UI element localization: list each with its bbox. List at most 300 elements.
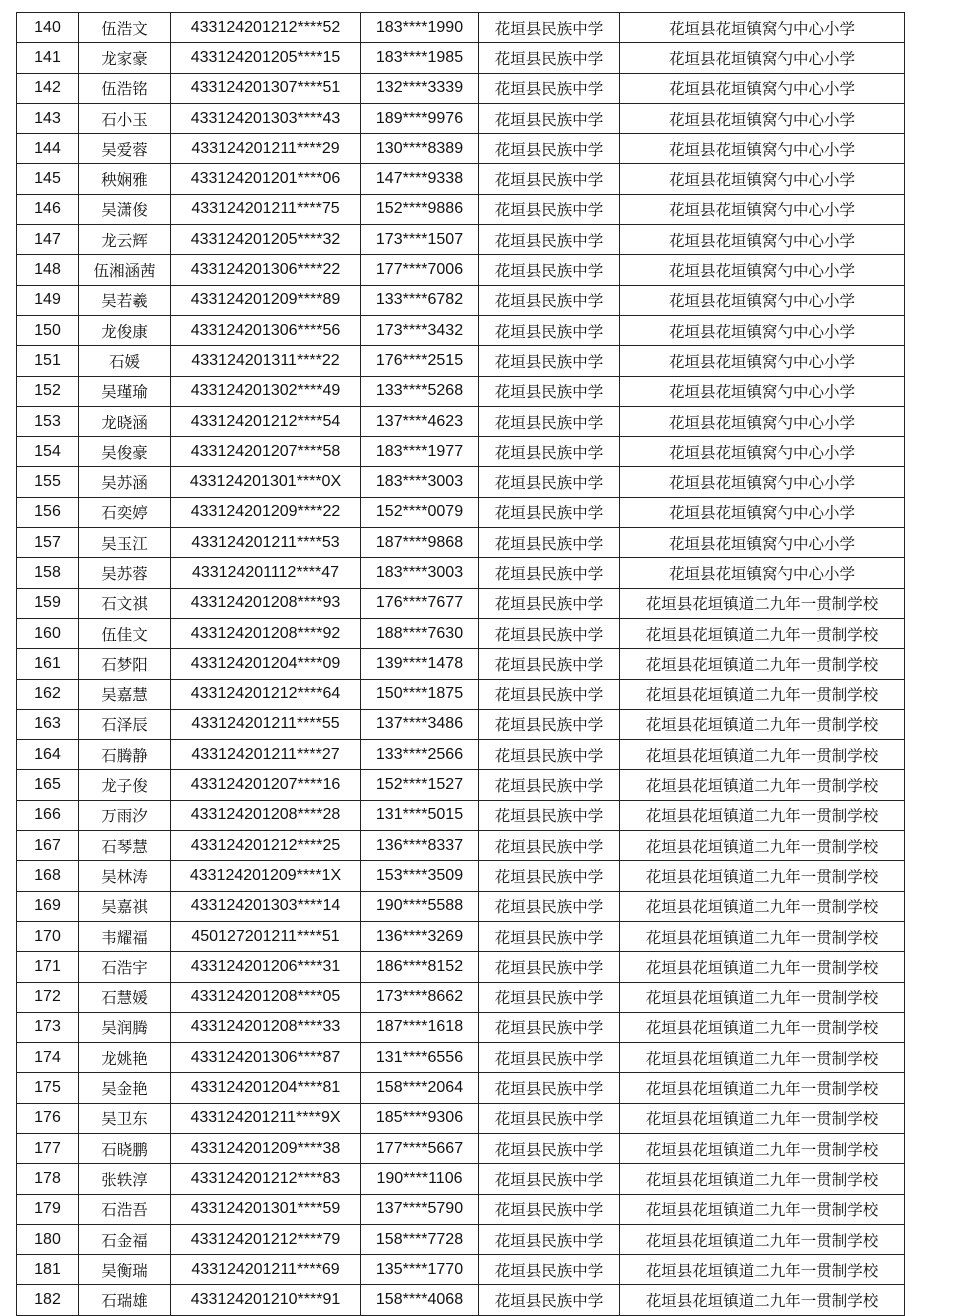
current-school-cell: 花垣县民族中学 <box>479 740 620 770</box>
table-row <box>17 497 905 527</box>
row-number-cell: 150 <box>17 315 79 345</box>
student-name-cell: 石浩宇 <box>79 952 171 982</box>
current-school-cell: 花垣县民族中学 <box>479 1012 620 1042</box>
phone-number-cell: 136****3269 <box>361 921 479 951</box>
student-name-cell: 吴苏涵 <box>79 467 171 497</box>
id-number-cell: 433124201211****9X <box>171 1103 361 1133</box>
id-number-cell: 433124201207****58 <box>171 437 361 467</box>
student-name-cell: 吴卫东 <box>79 1103 171 1133</box>
phone-number-cell: 131****6556 <box>361 1043 479 1073</box>
id-number-cell: 433124201212****83 <box>171 1164 361 1194</box>
current-school-cell: 花垣县民族中学 <box>479 437 620 467</box>
student-name-cell: 吴嘉祺 <box>79 891 171 921</box>
student-name-cell: 石文祺 <box>79 588 171 618</box>
current-school-cell: 花垣县民族中学 <box>479 800 620 830</box>
assigned-school-cell: 花垣县花垣镇窝勺中心小学 <box>620 315 905 345</box>
phone-number-cell: 176****7677 <box>361 588 479 618</box>
assigned-school-cell: 花垣县花垣镇道二九年一贯制学校 <box>620 1012 905 1042</box>
phone-number-cell: 176****2515 <box>361 346 479 376</box>
assigned-school-cell: 花垣县花垣镇窝勺中心小学 <box>620 255 905 285</box>
student-name-cell: 吴嘉慧 <box>79 679 171 709</box>
id-number-cell: 433124201205****15 <box>171 43 361 73</box>
current-school-cell: 花垣县民族中学 <box>479 194 620 224</box>
student-name-cell: 龙俊康 <box>79 315 171 345</box>
current-school-cell: 花垣县民族中学 <box>479 73 620 103</box>
table-row <box>17 1043 905 1073</box>
table-row <box>17 1012 905 1042</box>
phone-number-cell: 177****5667 <box>361 1133 479 1163</box>
table-row <box>17 406 905 436</box>
id-number-cell: 433124201206****31 <box>171 952 361 982</box>
assigned-school-cell: 花垣县花垣镇道二九年一贯制学校 <box>620 1285 905 1315</box>
phone-number-cell: 158****7728 <box>361 1224 479 1254</box>
current-school-cell: 花垣县民族中学 <box>479 1073 620 1103</box>
student-name-cell: 伍湘涵茜 <box>79 255 171 285</box>
current-school-cell: 花垣县民族中学 <box>479 1103 620 1133</box>
table-row <box>17 103 905 133</box>
table-row <box>17 1255 905 1285</box>
phone-number-cell: 186****8152 <box>361 952 479 982</box>
table-row <box>17 134 905 164</box>
table-row <box>17 255 905 285</box>
row-number-cell: 143 <box>17 103 79 133</box>
id-number-cell: 433124201208****33 <box>171 1012 361 1042</box>
table-row <box>17 649 905 679</box>
phone-number-cell: 190****1106 <box>361 1164 479 1194</box>
current-school-cell: 花垣县民族中学 <box>479 1194 620 1224</box>
table-body <box>17 13 905 1316</box>
student-name-cell: 吴俊豪 <box>79 437 171 467</box>
student-name-cell: 石媛 <box>79 346 171 376</box>
row-number-cell: 175 <box>17 1073 79 1103</box>
table-row <box>17 437 905 467</box>
id-number-cell: 433124201306****22 <box>171 255 361 285</box>
student-name-cell: 吴林涛 <box>79 861 171 891</box>
student-name-cell: 石金福 <box>79 1224 171 1254</box>
row-number-cell: 163 <box>17 709 79 739</box>
current-school-cell: 花垣县民族中学 <box>479 255 620 285</box>
phone-number-cell: 183****1985 <box>361 43 479 73</box>
row-number-cell: 152 <box>17 376 79 406</box>
table-row <box>17 1103 905 1133</box>
table-row <box>17 740 905 770</box>
student-name-cell: 吴潇俊 <box>79 194 171 224</box>
id-number-cell: 433124201209****1X <box>171 861 361 891</box>
phone-number-cell: 183****1990 <box>361 13 479 43</box>
id-number-cell: 433124201209****89 <box>171 285 361 315</box>
assigned-school-cell: 花垣县花垣镇道二九年一贯制学校 <box>620 1043 905 1073</box>
phone-number-cell: 137****3486 <box>361 709 479 739</box>
assigned-school-cell: 花垣县花垣镇窝勺中心小学 <box>620 406 905 436</box>
id-number-cell: 433124201212****25 <box>171 831 361 861</box>
assigned-school-cell: 花垣县花垣镇窝勺中心小学 <box>620 285 905 315</box>
student-name-cell: 吴金艳 <box>79 1073 171 1103</box>
table-row <box>17 861 905 891</box>
student-name-cell: 伍佳文 <box>79 618 171 648</box>
row-number-cell: 161 <box>17 649 79 679</box>
table-row <box>17 982 905 1012</box>
student-name-cell: 吴玉江 <box>79 528 171 558</box>
assigned-school-cell: 花垣县花垣镇道二九年一贯制学校 <box>620 1103 905 1133</box>
phone-number-cell: 137****5790 <box>361 1194 479 1224</box>
row-number-cell: 173 <box>17 1012 79 1042</box>
table-row <box>17 1285 905 1315</box>
id-number-cell: 433124201210****91 <box>171 1285 361 1315</box>
assigned-school-cell: 花垣县花垣镇窝勺中心小学 <box>620 528 905 558</box>
row-number-cell: 142 <box>17 73 79 103</box>
current-school-cell: 花垣县民族中学 <box>479 225 620 255</box>
row-number-cell: 178 <box>17 1164 79 1194</box>
student-name-cell: 石泽辰 <box>79 709 171 739</box>
id-number-cell: 433124201212****64 <box>171 679 361 709</box>
id-number-cell: 433124201303****14 <box>171 891 361 921</box>
id-number-cell: 433124201204****81 <box>171 1073 361 1103</box>
current-school-cell: 花垣县民族中学 <box>479 134 620 164</box>
id-number-cell: 433124201302****49 <box>171 376 361 406</box>
current-school-cell: 花垣县民族中学 <box>479 921 620 951</box>
phone-number-cell: 183****3003 <box>361 467 479 497</box>
table-row <box>17 13 905 43</box>
phone-number-cell: 190****5588 <box>361 891 479 921</box>
student-name-cell: 龙家豪 <box>79 43 171 73</box>
assigned-school-cell: 花垣县花垣镇窝勺中心小学 <box>620 225 905 255</box>
table-row <box>17 285 905 315</box>
current-school-cell: 花垣县民族中学 <box>479 376 620 406</box>
row-number-cell: 169 <box>17 891 79 921</box>
phone-number-cell: 136****8337 <box>361 831 479 861</box>
phone-number-cell: 131****5015 <box>361 800 479 830</box>
table-row <box>17 618 905 648</box>
current-school-cell: 花垣县民族中学 <box>479 831 620 861</box>
table-row <box>17 194 905 224</box>
phone-number-cell: 132****3339 <box>361 73 479 103</box>
row-number-cell: 157 <box>17 528 79 558</box>
student-name-cell: 石奕婷 <box>79 497 171 527</box>
student-name-cell: 万雨汐 <box>79 800 171 830</box>
assigned-school-cell: 花垣县花垣镇道二九年一贯制学校 <box>620 588 905 618</box>
row-number-cell: 181 <box>17 1255 79 1285</box>
phone-number-cell: 173****8662 <box>361 982 479 1012</box>
assigned-school-cell: 花垣县花垣镇窝勺中心小学 <box>620 497 905 527</box>
row-number-cell: 160 <box>17 618 79 648</box>
id-number-cell: 433124201211****55 <box>171 709 361 739</box>
table-row <box>17 709 905 739</box>
row-number-cell: 180 <box>17 1224 79 1254</box>
id-number-cell: 433124201306****87 <box>171 1043 361 1073</box>
phone-number-cell: 153****3509 <box>361 861 479 891</box>
assigned-school-cell: 花垣县花垣镇道二九年一贯制学校 <box>620 831 905 861</box>
current-school-cell: 花垣县民族中学 <box>479 709 620 739</box>
current-school-cell: 花垣县民族中学 <box>479 1043 620 1073</box>
student-name-cell: 石小玉 <box>79 103 171 133</box>
table-row <box>17 831 905 861</box>
table-row <box>17 73 905 103</box>
current-school-cell: 花垣县民族中学 <box>479 346 620 376</box>
student-name-cell: 吴爱蓉 <box>79 134 171 164</box>
row-number-cell: 174 <box>17 1043 79 1073</box>
phone-number-cell: 133****5268 <box>361 376 479 406</box>
assigned-school-cell: 花垣县花垣镇道二九年一贯制学校 <box>620 982 905 1012</box>
id-number-cell: 433124201303****43 <box>171 103 361 133</box>
id-number-cell: 433124201208****28 <box>171 800 361 830</box>
phone-number-cell: 135****1770 <box>361 1255 479 1285</box>
id-number-cell: 433124201212****54 <box>171 406 361 436</box>
row-number-cell: 144 <box>17 134 79 164</box>
student-name-cell: 吴衡瑞 <box>79 1255 171 1285</box>
current-school-cell: 花垣县民族中学 <box>479 679 620 709</box>
current-school-cell: 花垣县民族中学 <box>479 467 620 497</box>
phone-number-cell: 137****4623 <box>361 406 479 436</box>
current-school-cell: 花垣县民族中学 <box>479 649 620 679</box>
current-school-cell: 花垣县民族中学 <box>479 1224 620 1254</box>
id-number-cell: 433124201212****79 <box>171 1224 361 1254</box>
id-number-cell: 433124201211****53 <box>171 528 361 558</box>
row-number-cell: 156 <box>17 497 79 527</box>
assigned-school-cell: 花垣县花垣镇道二九年一贯制学校 <box>620 649 905 679</box>
current-school-cell: 花垣县民族中学 <box>479 982 620 1012</box>
id-number-cell: 433124201211****29 <box>171 134 361 164</box>
id-number-cell: 450127201211****51 <box>171 921 361 951</box>
phone-number-cell: 158****2064 <box>361 1073 479 1103</box>
current-school-cell: 花垣县民族中学 <box>479 861 620 891</box>
phone-number-cell: 189****9976 <box>361 103 479 133</box>
assigned-school-cell: 花垣县花垣镇窝勺中心小学 <box>620 467 905 497</box>
assigned-school-cell: 花垣县花垣镇窝勺中心小学 <box>620 13 905 43</box>
assigned-school-cell: 花垣县花垣镇窝勺中心小学 <box>620 134 905 164</box>
row-number-cell: 149 <box>17 285 79 315</box>
table-row <box>17 558 905 588</box>
table-row <box>17 1224 905 1254</box>
row-number-cell: 145 <box>17 164 79 194</box>
table-row <box>17 1133 905 1163</box>
current-school-cell: 花垣县民族中学 <box>479 891 620 921</box>
row-number-cell: 146 <box>17 194 79 224</box>
id-number-cell: 433124201306****56 <box>171 315 361 345</box>
id-number-cell: 433124201301****59 <box>171 1194 361 1224</box>
current-school-cell: 花垣县民族中学 <box>479 952 620 982</box>
table-row <box>17 679 905 709</box>
student-name-cell: 伍浩文 <box>79 13 171 43</box>
current-school-cell: 花垣县民族中学 <box>479 1164 620 1194</box>
table-row <box>17 528 905 558</box>
id-number-cell: 433124201307****51 <box>171 73 361 103</box>
current-school-cell: 花垣县民族中学 <box>479 43 620 73</box>
assigned-school-cell: 花垣县花垣镇道二九年一贯制学校 <box>620 952 905 982</box>
assigned-school-cell: 花垣县花垣镇道二九年一贯制学校 <box>620 709 905 739</box>
row-number-cell: 165 <box>17 770 79 800</box>
phone-number-cell: 152****1527 <box>361 770 479 800</box>
assigned-school-cell: 花垣县花垣镇道二九年一贯制学校 <box>620 1133 905 1163</box>
phone-number-cell: 152****9886 <box>361 194 479 224</box>
row-number-cell: 171 <box>17 952 79 982</box>
assigned-school-cell: 花垣县花垣镇道二九年一贯制学校 <box>620 800 905 830</box>
phone-number-cell: 147****9338 <box>361 164 479 194</box>
student-name-cell: 石慧媛 <box>79 982 171 1012</box>
row-number-cell: 172 <box>17 982 79 1012</box>
student-name-cell: 石浩吾 <box>79 1194 171 1224</box>
current-school-cell: 花垣县民族中学 <box>479 497 620 527</box>
table-row <box>17 43 905 73</box>
student-name-cell: 伍浩铭 <box>79 73 171 103</box>
current-school-cell: 花垣县民族中学 <box>479 315 620 345</box>
table-row <box>17 800 905 830</box>
row-number-cell: 155 <box>17 467 79 497</box>
student-name-cell: 龙云辉 <box>79 225 171 255</box>
current-school-cell: 花垣县民族中学 <box>479 406 620 436</box>
assigned-school-cell: 花垣县花垣镇道二九年一贯制学校 <box>620 1194 905 1224</box>
current-school-cell: 花垣县民族中学 <box>479 558 620 588</box>
row-number-cell: 164 <box>17 740 79 770</box>
phone-number-cell: 187****1618 <box>361 1012 479 1042</box>
id-number-cell: 433124201205****32 <box>171 225 361 255</box>
current-school-cell: 花垣县民族中学 <box>479 13 620 43</box>
phone-number-cell: 185****9306 <box>361 1103 479 1133</box>
row-number-cell: 148 <box>17 255 79 285</box>
student-name-cell: 龙子俊 <box>79 770 171 800</box>
student-name-cell: 石琴慧 <box>79 831 171 861</box>
row-number-cell: 166 <box>17 800 79 830</box>
assigned-school-cell: 花垣县花垣镇窝勺中心小学 <box>620 194 905 224</box>
student-name-cell: 吴瑾瑜 <box>79 376 171 406</box>
id-number-cell: 433124201211****27 <box>171 740 361 770</box>
current-school-cell: 花垣县民族中学 <box>479 103 620 133</box>
student-name-cell: 张轶淳 <box>79 1164 171 1194</box>
phone-number-cell: 183****3003 <box>361 558 479 588</box>
assigned-school-cell: 花垣县花垣镇道二九年一贯制学校 <box>620 891 905 921</box>
table-row <box>17 770 905 800</box>
assigned-school-cell: 花垣县花垣镇道二九年一贯制学校 <box>620 1073 905 1103</box>
student-name-cell: 吴若羲 <box>79 285 171 315</box>
assigned-school-cell: 花垣县花垣镇窝勺中心小学 <box>620 164 905 194</box>
student-name-cell: 石晓鹏 <box>79 1133 171 1163</box>
row-number-cell: 151 <box>17 346 79 376</box>
phone-number-cell: 133****6782 <box>361 285 479 315</box>
current-school-cell: 花垣县民族中学 <box>479 1133 620 1163</box>
student-name-cell: 吴润腾 <box>79 1012 171 1042</box>
id-number-cell: 433124201211****69 <box>171 1255 361 1285</box>
id-number-cell: 433124201207****16 <box>171 770 361 800</box>
student-name-cell: 龙姚艳 <box>79 1043 171 1073</box>
assigned-school-cell: 花垣县花垣镇道二九年一贯制学校 <box>620 1224 905 1254</box>
student-name-cell: 石瑞雄 <box>79 1285 171 1315</box>
student-name-cell: 石腾静 <box>79 740 171 770</box>
assigned-school-cell: 花垣县花垣镇窝勺中心小学 <box>620 103 905 133</box>
assigned-school-cell: 花垣县花垣镇窝勺中心小学 <box>620 346 905 376</box>
row-number-cell: 182 <box>17 1285 79 1315</box>
current-school-cell: 花垣县民族中学 <box>479 164 620 194</box>
assigned-school-cell: 花垣县花垣镇道二九年一贯制学校 <box>620 861 905 891</box>
row-number-cell: 167 <box>17 831 79 861</box>
table-row <box>17 1073 905 1103</box>
phone-number-cell: 133****2566 <box>361 740 479 770</box>
table-row <box>17 376 905 406</box>
table-row <box>17 467 905 497</box>
document-page <box>16 12 904 1316</box>
current-school-cell: 花垣县民族中学 <box>479 1285 620 1315</box>
phone-number-cell: 173****3432 <box>361 315 479 345</box>
table-row <box>17 1164 905 1194</box>
id-number-cell: 433124201208****93 <box>171 588 361 618</box>
table-row <box>17 315 905 345</box>
current-school-cell: 花垣县民族中学 <box>479 618 620 648</box>
assigned-school-cell: 花垣县花垣镇窝勺中心小学 <box>620 558 905 588</box>
row-number-cell: 153 <box>17 406 79 436</box>
phone-number-cell: 188****7630 <box>361 618 479 648</box>
current-school-cell: 花垣县民族中学 <box>479 528 620 558</box>
assigned-school-cell: 花垣县花垣镇窝勺中心小学 <box>620 73 905 103</box>
student-name-cell: 韦耀福 <box>79 921 171 951</box>
table-row <box>17 225 905 255</box>
id-number-cell: 433124201311****22 <box>171 346 361 376</box>
table-row <box>17 891 905 921</box>
row-number-cell: 179 <box>17 1194 79 1224</box>
phone-number-cell: 158****4068 <box>361 1285 479 1315</box>
row-number-cell: 170 <box>17 921 79 951</box>
row-number-cell: 177 <box>17 1133 79 1163</box>
assigned-school-cell: 花垣县花垣镇道二九年一贯制学校 <box>620 618 905 648</box>
phone-number-cell: 139****1478 <box>361 649 479 679</box>
assigned-school-cell: 花垣县花垣镇道二九年一贯制学校 <box>620 1255 905 1285</box>
row-number-cell: 158 <box>17 558 79 588</box>
assigned-school-cell: 花垣县花垣镇窝勺中心小学 <box>620 43 905 73</box>
id-number-cell: 433124201204****09 <box>171 649 361 679</box>
row-number-cell: 140 <box>17 13 79 43</box>
assigned-school-cell: 花垣县花垣镇道二九年一贯制学校 <box>620 921 905 951</box>
assigned-school-cell: 花垣县花垣镇窝勺中心小学 <box>620 376 905 406</box>
current-school-cell: 花垣县民族中学 <box>479 285 620 315</box>
phone-number-cell: 173****1507 <box>361 225 479 255</box>
id-number-cell: 433124201212****52 <box>171 13 361 43</box>
phone-number-cell: 183****1977 <box>361 437 479 467</box>
assigned-school-cell: 花垣县花垣镇道二九年一贯制学校 <box>620 1164 905 1194</box>
id-number-cell: 433124201208****92 <box>171 618 361 648</box>
phone-number-cell: 187****9868 <box>361 528 479 558</box>
id-number-cell: 433124201209****22 <box>171 497 361 527</box>
current-school-cell: 花垣县民族中学 <box>479 770 620 800</box>
table-row <box>17 1194 905 1224</box>
student-assignment-table <box>16 12 905 1316</box>
row-number-cell: 176 <box>17 1103 79 1133</box>
id-number-cell: 433124201201****06 <box>171 164 361 194</box>
current-school-cell: 花垣县民族中学 <box>479 588 620 618</box>
id-number-cell: 433124201209****38 <box>171 1133 361 1163</box>
table-row <box>17 952 905 982</box>
phone-number-cell: 150****1875 <box>361 679 479 709</box>
id-number-cell: 433124201211****75 <box>171 194 361 224</box>
student-name-cell: 吴苏蓉 <box>79 558 171 588</box>
current-school-cell: 花垣县民族中学 <box>479 1255 620 1285</box>
assigned-school-cell: 花垣县花垣镇道二九年一贯制学校 <box>620 740 905 770</box>
phone-number-cell: 177****7006 <box>361 255 479 285</box>
assigned-school-cell: 花垣县花垣镇窝勺中心小学 <box>620 437 905 467</box>
row-number-cell: 162 <box>17 679 79 709</box>
id-number-cell: 433124201208****05 <box>171 982 361 1012</box>
phone-number-cell: 152****0079 <box>361 497 479 527</box>
student-name-cell: 石梦阳 <box>79 649 171 679</box>
row-number-cell: 141 <box>17 43 79 73</box>
id-number-cell: 433124201112****47 <box>171 558 361 588</box>
assigned-school-cell: 花垣县花垣镇道二九年一贯制学校 <box>620 770 905 800</box>
assigned-school-cell: 花垣县花垣镇道二九年一贯制学校 <box>620 679 905 709</box>
row-number-cell: 168 <box>17 861 79 891</box>
row-number-cell: 147 <box>17 225 79 255</box>
row-number-cell: 159 <box>17 588 79 618</box>
id-number-cell: 433124201301****0X <box>171 467 361 497</box>
student-name-cell: 秧娴雅 <box>79 164 171 194</box>
table-row <box>17 164 905 194</box>
table-row <box>17 588 905 618</box>
table-row <box>17 921 905 951</box>
